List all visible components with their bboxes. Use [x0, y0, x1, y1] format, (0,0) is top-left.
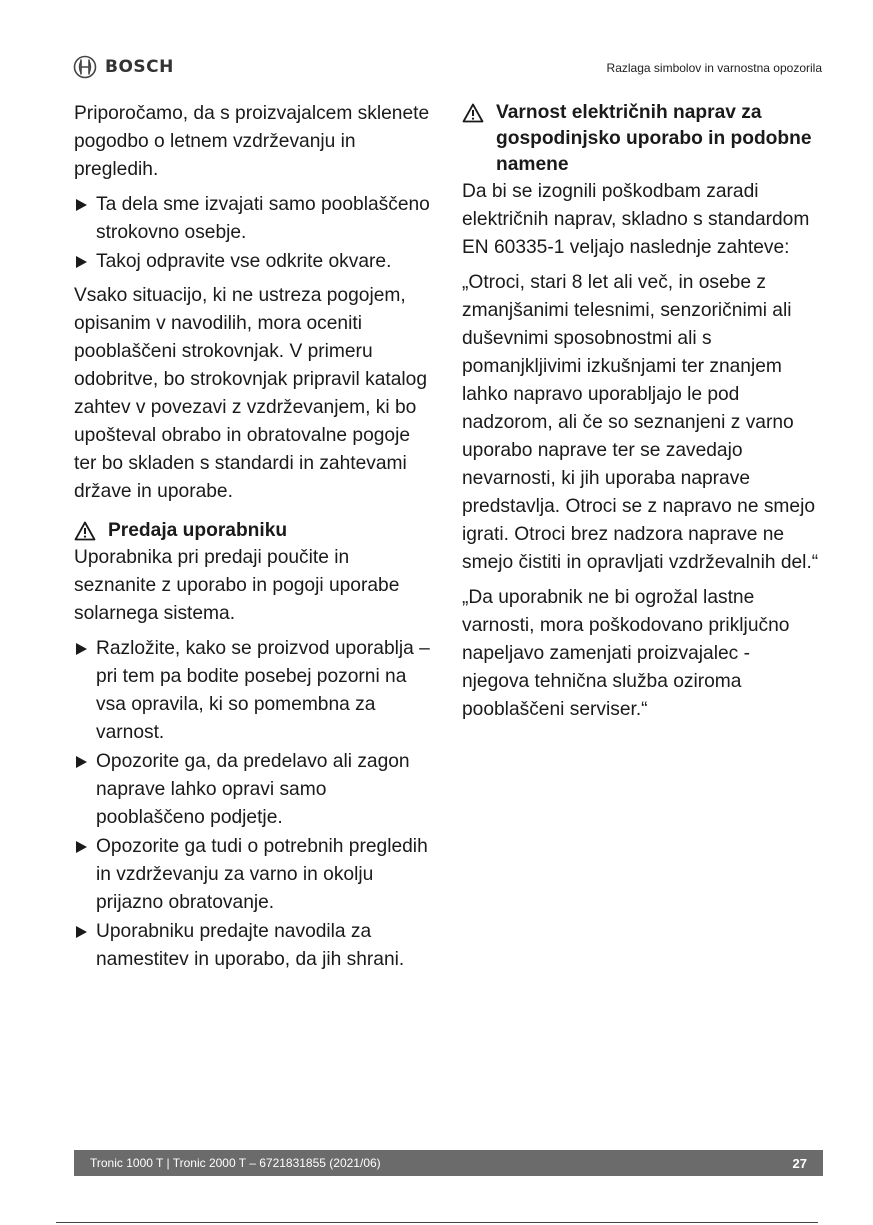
standard-paragraph: Da bi se izognili poškodbam zaradi električnih naprav, skladno s standardom EN 60335-1 veljajo naslednje zahteve: — [462, 181, 810, 258]
assessment-paragraph: Vsako situacijo, ki ne ustreza pogojem, opisanim v navodilih, mora oceniti pooblaščeni strokovnjak. V primeru odobritve, bo strokovnjak pripravil katalog zahtev v povezavi z vzdrževanjem, ki bo upošteval obrabo in obratovalne pogoje ter bo skladen s standardi in zahtevami države in uporabe. — [74, 285, 428, 502]
page-number: 27 — [792, 1155, 807, 1171]
bullet-list-handover — [74, 635, 434, 974]
children-quote-paragraph: „Otroci, stari 8 let ali več, in osebe z zmanjšanimi telesnimi, senzoričnimi ali duševnimi sposobnostmi ali s pomanjkljivimi izkušnjami ter znanjem lahko napravo uporabljajo le pod nadzorom, ali če so seznanjeni z varno uporabo naprave ter se zavedajo nevarnosti, ki jih uporaba naprave predstavlja. Otroci se z napravo ne smejo igrati. Otroci brez nadzora naprave ne smejo čistiti in opravljati vzdrževalnih del.“ — [462, 272, 819, 573]
brand-logo — [73, 55, 174, 79]
heading-text: Varnost električnih naprav za gospodinjsko uporabo in podobne namene — [496, 102, 812, 175]
heading-electrical-safety — [462, 100, 822, 178]
bosch-emblem-icon — [73, 55, 97, 79]
handover-paragraph: Uporabnika pri predaji poučite in seznanite z uporabo in pogoji uporabe solarnega sistema. — [74, 547, 400, 624]
footer-product: Tronic 1000 T | Tronic 2000 T – 6721831855 (2021/06) — [90, 1156, 381, 1170]
list-item: Opozorite ga, da predelavo ali zagon naprave lahko opravi samo pooblaščeno podjetje. — [74, 748, 434, 832]
left-column — [74, 100, 434, 980]
list-item: Uporabniku predajte navodila za namestitev in uporabo, da jih shrani. — [74, 918, 434, 974]
intro-paragraph: Priporočamo, da s proizvajalcem sklenete pogodbo o letnem vzdrževanju in pregledih. — [74, 103, 430, 180]
heading-handover — [74, 518, 434, 544]
brand-name: BOSCH — [105, 57, 174, 77]
warning-icon — [462, 103, 484, 123]
list-item: Opozorite ga tudi o potrebnih pregledih in vzdrževanju za varno in okolju prijazno obratovanje. — [74, 833, 434, 917]
footer-bar — [74, 1150, 823, 1176]
warning-icon — [74, 521, 96, 541]
bullet-list-maintenance — [74, 191, 434, 276]
section-title: Razlaga simbolov in varnostna opozorila — [606, 61, 822, 75]
list-item: Takoj odpravite vse odkrite okvare. — [74, 248, 434, 276]
list-item: Ta dela sme izvajati samo pooblaščeno strokovno osebje. — [74, 191, 434, 247]
footer-divider — [56, 1222, 818, 1223]
list-item: Razložite, kako se proizvod uporablja – pri tem pa bodite posebej pozorni na vsa opravila, ki so pomembna za varnost. — [74, 635, 434, 747]
right-column — [462, 100, 822, 731]
heading-text: Predaja uporabniku — [108, 520, 288, 541]
cable-quote-paragraph: „Da uporabnik ne bi ogrožal lastne varnosti, mora poškodovano priključno napeljavo zamenjati proizvajalec - njegova tehnična služba oziroma pooblaščeni serviser.“ — [462, 587, 790, 720]
